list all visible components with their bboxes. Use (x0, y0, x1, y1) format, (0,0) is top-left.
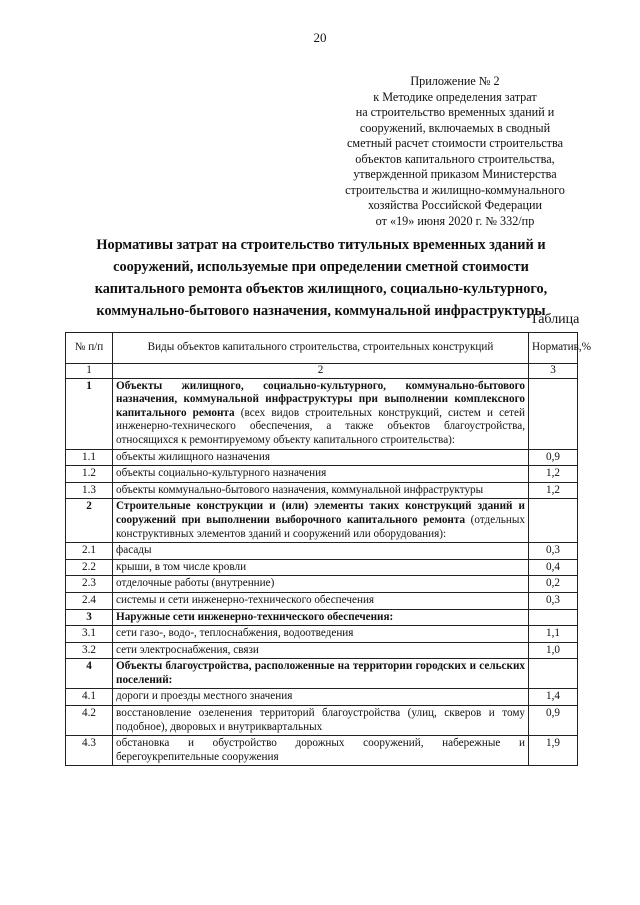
row-number: 4.1 (66, 689, 113, 706)
row-number: 1.3 (66, 482, 113, 499)
row-description-text: сети электроснабжения, связи (116, 643, 259, 656)
title-line: Нормативы затрат на строительство титульных временных зданий и (96, 237, 546, 253)
table-row (66, 543, 578, 560)
row-description-text: объекты социально-культурного назначения (116, 467, 327, 480)
row-description-text: (всех видов строительных конструкций, систем и сетей инженерно-технического обеспечения, а также объектов благоустройства, относящихся к ремонтируемому объекту капитального строительства): (116, 406, 525, 446)
column-index: 1 (66, 364, 113, 379)
row-description-text: фасады (116, 544, 152, 557)
row-description (113, 706, 529, 736)
row-description (113, 559, 529, 576)
row-number: 4 (66, 659, 113, 689)
row-norm-value: 0,4 (529, 559, 578, 576)
row-norm-value: 1,2 (529, 482, 578, 499)
row-number: 2.4 (66, 592, 113, 609)
row-norm-value: 0,3 (529, 592, 578, 609)
table-row (66, 689, 578, 706)
row-number: 2.2 (66, 559, 113, 576)
row-number: 1.1 (66, 449, 113, 466)
row-norm-value (529, 609, 578, 626)
row-description-text: (отдельных конструктивных элементов зданий и сооружений или оборудования): (116, 513, 525, 540)
row-description-text: обстановка и обустройство дорожных сооружений, набережные и берегоукрепительные сооружения (116, 737, 525, 763)
table-row (66, 449, 578, 466)
row-description-text: крыши, в том числе кровли (116, 560, 247, 573)
appendix-line: объектов капитального строительства, (355, 151, 555, 166)
section-row (66, 609, 578, 626)
row-norm-value (529, 499, 578, 543)
row-description (113, 449, 529, 466)
table-caption: Таблица (530, 312, 580, 327)
row-norm-value (529, 659, 578, 689)
row-number: 2.3 (66, 576, 113, 593)
table-row (66, 559, 578, 576)
row-description-text: дороги и проезды местного значения (116, 690, 293, 703)
row-description-text: сети газо-, водо-, теплоснабжения, водоотведения (116, 627, 354, 640)
table-row (66, 466, 578, 483)
row-norm-value: 1,1 (529, 626, 578, 643)
title-line: капитального ремонта объектов жилищного, социально-культурного, (94, 281, 548, 297)
row-norm-value: 0,9 (529, 706, 578, 736)
header-num: № п/п (66, 333, 113, 364)
column-index: 2 (113, 364, 529, 379)
row-number: 3.1 (66, 626, 113, 643)
appendix-line: сооружений, включаемых в сводный (359, 120, 551, 135)
section-row (66, 378, 578, 449)
table-row (66, 576, 578, 593)
table-header-row (66, 333, 578, 364)
appendix-block (320, 74, 590, 229)
row-description-text: отделочные работы (внутренние) (116, 577, 275, 590)
row-description-text: системы и сети инженерно-технического обеспечения (116, 593, 375, 606)
document-title (66, 234, 576, 322)
header-norm: Норматив,% (529, 333, 578, 364)
row-description-bold: Строительные конструкции и (или) элементы таких конструкций зданий и сооружений при выполнении выборочного капитального ремонта (116, 500, 525, 526)
row-description-text: объекты коммунально-бытового назначения, коммунальной инфраструктуры (116, 483, 484, 496)
table-row (66, 642, 578, 659)
norms-table (65, 332, 592, 766)
table-row (66, 626, 578, 643)
appendix-line: от «19» июня 2020 г. № 332/пр (375, 213, 535, 228)
appendix-line: хозяйства Российской Федерации (367, 198, 543, 212)
column-index: 3 (529, 364, 578, 379)
row-number: 3.2 (66, 642, 113, 659)
row-description (113, 736, 529, 766)
column-index-row (66, 364, 578, 379)
section-row (66, 499, 578, 543)
header-kinds: Виды объектов капитального строительства, строительных конструкций (113, 333, 529, 364)
table-row (66, 706, 578, 736)
row-description (113, 543, 529, 560)
row-norm-value: 0,9 (529, 449, 578, 466)
row-norm-value: 0,2 (529, 576, 578, 593)
row-description (113, 626, 529, 643)
appendix-line: сметный расчет стоимости строительства (346, 136, 564, 150)
row-norm-value: 1,2 (529, 466, 578, 483)
appendix-line: Приложение № 2 (410, 74, 500, 88)
row-description (113, 482, 529, 499)
row-description-text: объекты жилищного назначения (116, 450, 271, 463)
row-description (113, 576, 529, 593)
row-number: 2 (66, 499, 113, 543)
table-row (66, 592, 578, 609)
title-line: коммунально-бытового назначения, коммунальной инфраструктуры (96, 303, 546, 319)
section-row (66, 659, 578, 689)
row-description (113, 499, 529, 543)
row-number: 2.1 (66, 543, 113, 560)
appendix-line: строительства и жилищно-коммунального (345, 182, 565, 197)
row-description (113, 689, 529, 706)
row-number: 4.2 (66, 706, 113, 736)
row-description-bold: Наружные сети инженерно-технического обеспечения: (116, 610, 394, 623)
row-norm-value: 1,4 (529, 689, 578, 706)
row-description (113, 609, 529, 626)
page-number: 20 (313, 30, 327, 45)
row-norm-value: 0,3 (529, 543, 578, 560)
row-description (113, 659, 529, 689)
appendix-line: утвержденной приказом Министерства (353, 167, 557, 181)
table-row (66, 736, 578, 766)
row-description (113, 592, 529, 609)
appendix-line: к Методике определения затрат (373, 89, 537, 104)
row-number: 3 (66, 609, 113, 626)
row-number: 1 (66, 378, 113, 449)
row-description (113, 466, 529, 483)
row-norm-value (529, 378, 578, 449)
row-norm-value: 1,0 (529, 642, 578, 659)
row-description-text: восстановление озеленения территорий благоустройства (улиц, скверов и тому подобное), дворовых и внутриквартальных (116, 707, 525, 733)
row-description (113, 642, 529, 659)
row-norm-value: 1,9 (529, 736, 578, 766)
title-line: сооружений, используемые при определении сметной стоимости (113, 259, 529, 275)
table-row (66, 482, 578, 499)
row-description-bold: Объекты жилищного, социально-культурного, коммунально-бытового назначения, коммунальной инфраструктуры при выполнении комплексного капитального ремонта (116, 379, 525, 419)
row-description (113, 378, 529, 449)
appendix-line: на строительство временных зданий и (355, 105, 555, 119)
row-description-bold: Объекты благоустройства, расположенные на территории городских и сельских поселений: (116, 660, 525, 686)
row-number: 4.3 (66, 736, 113, 766)
row-number: 1.2 (66, 466, 113, 483)
